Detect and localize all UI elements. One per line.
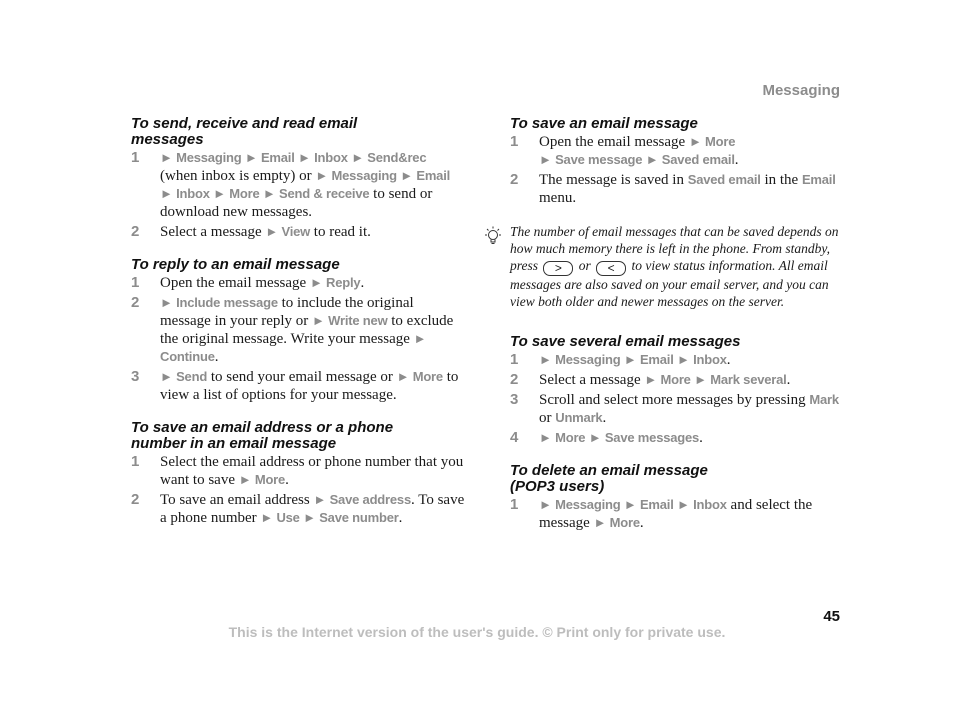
section-header: Messaging	[762, 82, 840, 99]
tip-text: The number of email messages that can be saved depends on how much memory there is left in the phone. From standby, press > or < to view status information. All email messages are also saved on your email server, and you can view both older and newer messages on the server.	[510, 224, 839, 309]
menu-path: ► Messaging ► Email ► Inbox	[539, 352, 727, 367]
step-number: 1	[510, 133, 519, 150]
step-text: in the	[760, 172, 802, 188]
step	[510, 429, 850, 447]
step	[131, 294, 466, 366]
step-number: 1	[131, 149, 140, 166]
step-text: to send your email message or	[207, 369, 397, 385]
step-text: .	[285, 472, 289, 488]
menu-path: ► More	[396, 369, 443, 384]
footer-notice: This is the Internet version of the user's guide. © Print only for private use.	[228, 624, 726, 640]
step-number: 1	[510, 351, 519, 368]
step-text: to exclude the original message. Write your message	[160, 313, 454, 347]
section-title: To save several email messages	[510, 333, 741, 350]
tip-note	[510, 223, 850, 310]
step-number: 2	[510, 171, 519, 188]
section-title: To save an email message	[510, 115, 698, 132]
menu-path: ► Messaging ► Email	[315, 168, 451, 183]
menu-path: ► Continue	[160, 331, 427, 364]
step-text: To save an email address	[160, 492, 314, 508]
step-text: Select a message	[539, 372, 645, 388]
section-title: To save an email address or a phone number in an email message	[131, 419, 394, 452]
menu-path: ► Send	[160, 369, 208, 384]
section-title: To delete an email message (POP3 users)	[510, 462, 708, 495]
step	[510, 171, 850, 207]
step-text: The message is saved in	[539, 172, 688, 188]
step-text: .	[726, 352, 731, 368]
step-text: to send or download new messages.	[160, 186, 433, 220]
step	[131, 223, 466, 241]
page-number: 45	[823, 608, 840, 625]
section-delete-email	[510, 463, 850, 532]
step-text: .	[699, 430, 703, 446]
left-column	[131, 116, 466, 543]
menu-path: ► View	[265, 224, 311, 239]
menu-path: ► More	[688, 134, 736, 149]
step-text: .	[214, 349, 219, 365]
menu-path: Saved email	[687, 172, 761, 187]
step-text: and select the message	[539, 497, 813, 531]
step	[510, 496, 850, 532]
step-text: Select the email address or phone number that you want to save	[160, 454, 464, 488]
menu-path: ► Include message	[160, 295, 278, 310]
step	[131, 368, 466, 404]
step-number: 2	[131, 294, 140, 311]
menu-path: ► Messaging ► Email ► Inbox ► Send&rec	[160, 150, 427, 165]
step-text: menu.	[539, 190, 577, 206]
menu-path: ► Reply	[309, 275, 361, 290]
menu-path: ► More ► Save messages	[539, 430, 700, 445]
menu-path: ► Save address	[313, 492, 411, 507]
section-save-email	[510, 116, 850, 207]
step-text: .	[360, 275, 365, 291]
menu-path: Mark	[809, 392, 839, 407]
step-number: 3	[131, 368, 140, 385]
step	[131, 149, 466, 221]
step	[510, 371, 850, 389]
step-text: .	[639, 515, 644, 531]
step-text: .	[602, 410, 607, 426]
right-column	[510, 116, 850, 548]
step	[510, 133, 850, 169]
step-number: 4	[510, 429, 519, 446]
menu-path: Unmark	[555, 410, 603, 425]
step-text: .	[786, 372, 791, 388]
menu-path: ► Use ► Save number	[260, 510, 399, 525]
step-text: Scroll and select more messages by pressing	[539, 392, 810, 408]
menu-path: ► More	[238, 472, 286, 487]
step-text: to view a list of options for your message.	[160, 369, 459, 403]
step	[131, 453, 466, 489]
menu-path: ► Save message ► Saved email	[539, 152, 735, 167]
section-reply	[131, 257, 466, 404]
step-text: .	[734, 152, 739, 168]
lightbulb-icon	[482, 225, 504, 247]
step-text: Open the email message	[539, 134, 689, 150]
step	[131, 491, 466, 527]
step-text: Open the email message	[160, 275, 310, 291]
section-title: To reply to an email message	[131, 256, 340, 273]
menu-path: ► More ► Mark several	[644, 372, 787, 387]
menu-path: Email	[801, 172, 836, 187]
step-number: 2	[131, 223, 140, 240]
step-text: to include the original message in your reply or	[160, 295, 414, 329]
section-save-address-number	[131, 420, 466, 527]
left-arrow-key: <	[596, 261, 626, 276]
step-text: (when inbox is empty) or	[160, 168, 316, 184]
step-number: 1	[131, 274, 140, 291]
right-arrow-key: >	[543, 261, 573, 276]
step-number: 1	[510, 496, 519, 513]
menu-path: ► Inbox ► More ► Send & receive	[160, 186, 370, 201]
step-text: . To save a phone number	[160, 492, 465, 526]
section-save-several	[510, 334, 850, 447]
step-number: 2	[131, 491, 140, 508]
step	[510, 351, 850, 369]
section-send-receive-read	[131, 116, 466, 241]
step	[131, 274, 466, 292]
step-number: 3	[510, 391, 519, 408]
step-number: 2	[510, 371, 519, 388]
step-number: 1	[131, 453, 140, 470]
step-text: or	[539, 410, 556, 426]
step-text: to read it.	[310, 224, 371, 240]
step-text: Select a message	[160, 224, 266, 240]
step-text: .	[398, 510, 403, 526]
menu-path: ► Messaging ► Email ► Inbox	[539, 497, 727, 512]
step	[510, 391, 850, 427]
menu-path: ► More	[593, 515, 640, 530]
section-title: To send, receive and read email messages	[131, 115, 358, 148]
menu-path: ► Write new	[312, 313, 388, 328]
